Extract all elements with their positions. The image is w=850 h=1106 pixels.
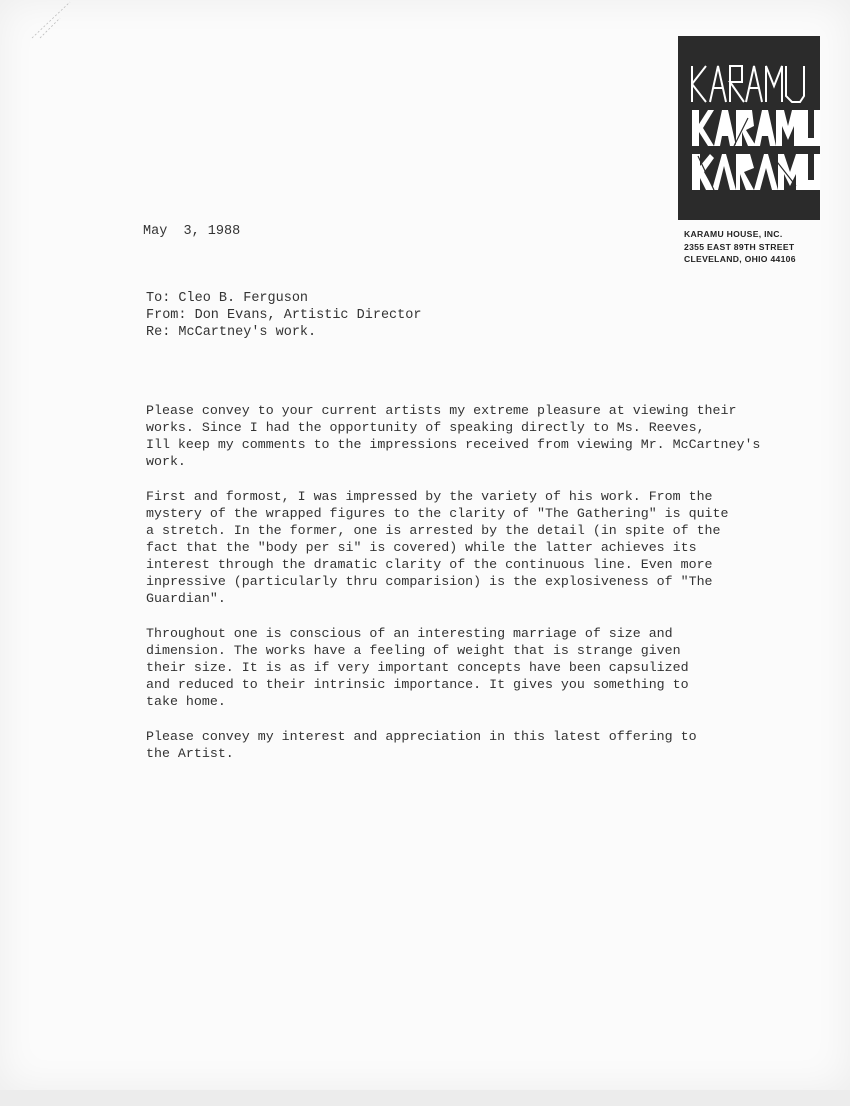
letterhead-address <box>684 228 834 266</box>
body-line: mystery of the wrapped figures to the clarity of "The Gathering" is quite <box>146 506 729 521</box>
body-line: take home. <box>146 694 226 709</box>
paragraph-3 <box>146 625 796 710</box>
body-line: and reduced to their intrinsic importance. It gives you something to <box>146 677 689 692</box>
memo-re: Re: McCartney's work. <box>146 325 317 340</box>
address-line: KARAMU HOUSE, INC. <box>684 229 783 239</box>
address-line: CLEVELAND, OHIO 44106 <box>684 254 796 264</box>
body-line: Ill keep my comments to the impressions received from viewing Mr. McCartney's <box>146 437 761 452</box>
body-line: dimension. The works have a feeling of weight that is strange given <box>146 643 681 658</box>
body-line: a stretch. In the former, one is arrested by the detail (in spite of the <box>146 523 721 538</box>
paragraph-2 <box>146 488 796 607</box>
body-line: their size. It is as if very important concepts have been capsulized <box>146 660 689 675</box>
memo-header <box>146 290 421 341</box>
body-line: works. Since I had the opportunity of speaking directly to Ms. Reeves, <box>146 420 705 435</box>
body-line: interest through the dramatic clarity of the continuous line. Even more <box>146 557 713 572</box>
body-line: the Artist. <box>146 746 234 761</box>
body-line: Please convey my interest and appreciation in this latest offering to <box>146 729 697 744</box>
paragraph-4 <box>146 728 796 762</box>
karamu-logo <box>678 36 820 220</box>
paper-scuff-mark <box>30 0 90 40</box>
body-line: First and formost, I was impressed by the variety of his work. From the <box>146 489 713 504</box>
memo-from: From: Don Evans, Artistic Director <box>146 308 422 323</box>
logo-row-2 <box>692 110 820 146</box>
body-line: Guardian". <box>146 591 226 606</box>
body-line: work. <box>146 454 186 469</box>
address-line: 2355 EAST 89TH STREET <box>684 241 795 252</box>
letter-date: May 3, 1988 <box>143 224 241 239</box>
letter-body <box>146 402 796 780</box>
paragraph-1 <box>146 402 796 470</box>
body-line: Please convey to your current artists my extreme pleasure at viewing their <box>146 403 737 418</box>
logo-row-1 <box>692 66 804 102</box>
body-line: Throughout one is conscious of an interesting marriage of size and <box>146 626 673 641</box>
body-line: inpressive (particularly thru comparision) is the explosiveness of "The <box>146 574 713 589</box>
memo-to: To: Cleo B. Ferguson <box>146 291 309 306</box>
body-line: fact that the "body per si" is covered) while the latter achieves its <box>146 540 697 555</box>
